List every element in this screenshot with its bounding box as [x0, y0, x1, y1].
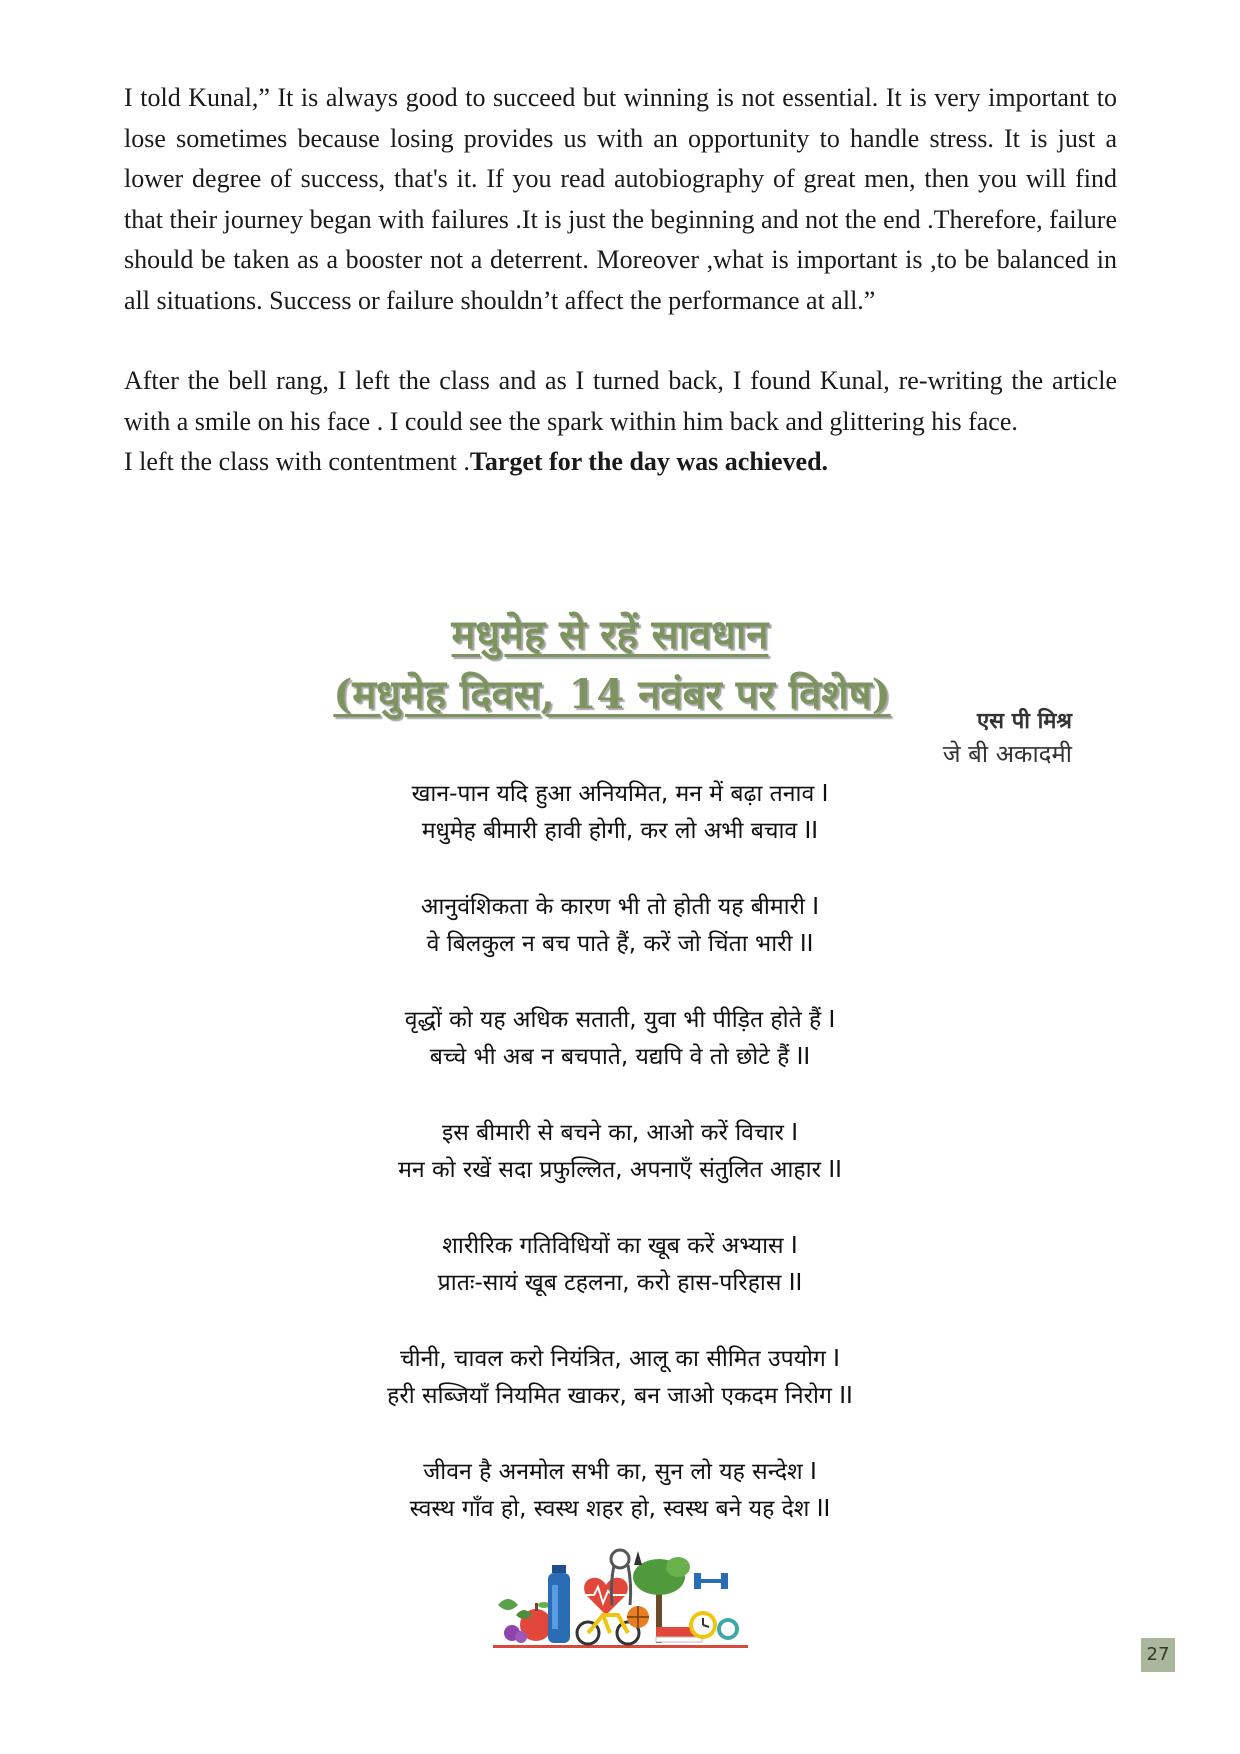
stanza [0, 776, 1240, 850]
paragraph-conclusion [124, 442, 1117, 483]
apple-icon [498, 1599, 552, 1643]
heart-pulse-icon [584, 1578, 628, 1615]
poem-line: प्रातः-सायं खूब टहलना, करो हास-परिहास II [437, 1270, 803, 1296]
poem-line: इस बीमारी से बचने का, आओ करें विचार I [441, 1120, 799, 1146]
stanza [0, 1454, 1240, 1528]
alarm-clock-icon [689, 1611, 739, 1640]
basketball-icon [627, 1606, 649, 1628]
water-bottle-icon [548, 1565, 570, 1643]
poem-line: आनुवंशिकता के कारण भी तो होती यह बीमारी I [420, 894, 820, 920]
stanza [0, 1002, 1240, 1076]
author-name: एस पी मिश्र [977, 709, 1072, 734]
stanza [0, 1341, 1240, 1415]
stanza [0, 1115, 1240, 1189]
poem-title: मधुमेह से रहें सावधान [451, 611, 769, 658]
poem-subtitle: (मधुमेह दिवस, 14 नवंबर पर विशेष) [333, 671, 891, 718]
poem-line: बच्चे भी अब न बचपाते, यद्यपि वे तो छोटे हैं II [429, 1044, 811, 1070]
poem-line: वृद्धों को यह अधिक सताती, युवा भी पीड़ित होते हैं I [404, 1007, 836, 1033]
poem-line: स्वस्थ गाँव हो, स्वस्थ शहर हो, स्वस्थ बने यह देश II [409, 1496, 831, 1522]
author-school: जे बी अकादमी [942, 740, 1072, 768]
stanza [0, 889, 1240, 963]
poem-line: मधुमेह बीमारी हावी होगी, कर लो अभी बचाव II [421, 818, 819, 844]
health-illustration [488, 1545, 753, 1655]
conclusion-text: I left the class with contentment . [124, 447, 470, 476]
paragraph-gap [124, 321, 1117, 361]
poem-line: शारीरिक गतिविधियों का खूब करें अभ्यास I [442, 1233, 798, 1259]
poem-line: मन को रखें सदा प्रफुल्लित, अपनाएँ संतुलित आहार II [398, 1157, 842, 1183]
poem-line: चीनी, चावल करो नियंत्रित, आलू का सीमित उपयोग I [400, 1346, 840, 1372]
poem [0, 776, 1240, 1567]
poem-line: जीवन है अनमोल सभी का, सुन लो यह सन्देश I [423, 1459, 817, 1485]
poem-line: खान-पान यदि हुआ अनियमित, मन में बढ़ा तनाव I [411, 781, 829, 807]
conclusion-bold-text: Target for the day was achieved. [469, 447, 829, 476]
paragraph-advice: I told Kunal,” It is always good to succeed but winning is not essential. It is very important to lose sometimes because losing provides us with an opportunity to handle stress. It is just a lower degree of success, that's it. If you read autobiography of great men, then you will find that their journey began with failures .It is just the beginning and not the end .Therefore, failure should be taken as a booster not a deterrent. Moreover ,what is important is ,to be balanced in all situations. Success or failure shouldn’t affect the performance at all.” [124, 83, 1117, 315]
poem-line: वे बिलकुल न बच पाते हैं, करें जो चिंता भारी II [426, 931, 814, 957]
illustration-baseline [493, 1645, 748, 1648]
paragraph-bell: After the bell rang, I left the class and as I turned back, I found Kunal, re-writing the article with a smile on his face . I could see the spark within him back and glittering his face. [124, 366, 1117, 436]
article-body [124, 78, 1117, 483]
poem-line: हरी सब्जियाँ नियमित खाकर, बन जाओ एकदम निरोग II [387, 1383, 853, 1409]
dumbbell-icon [694, 1573, 728, 1589]
page-number: 27 [1141, 1638, 1175, 1672]
stanza [0, 1228, 1240, 1302]
